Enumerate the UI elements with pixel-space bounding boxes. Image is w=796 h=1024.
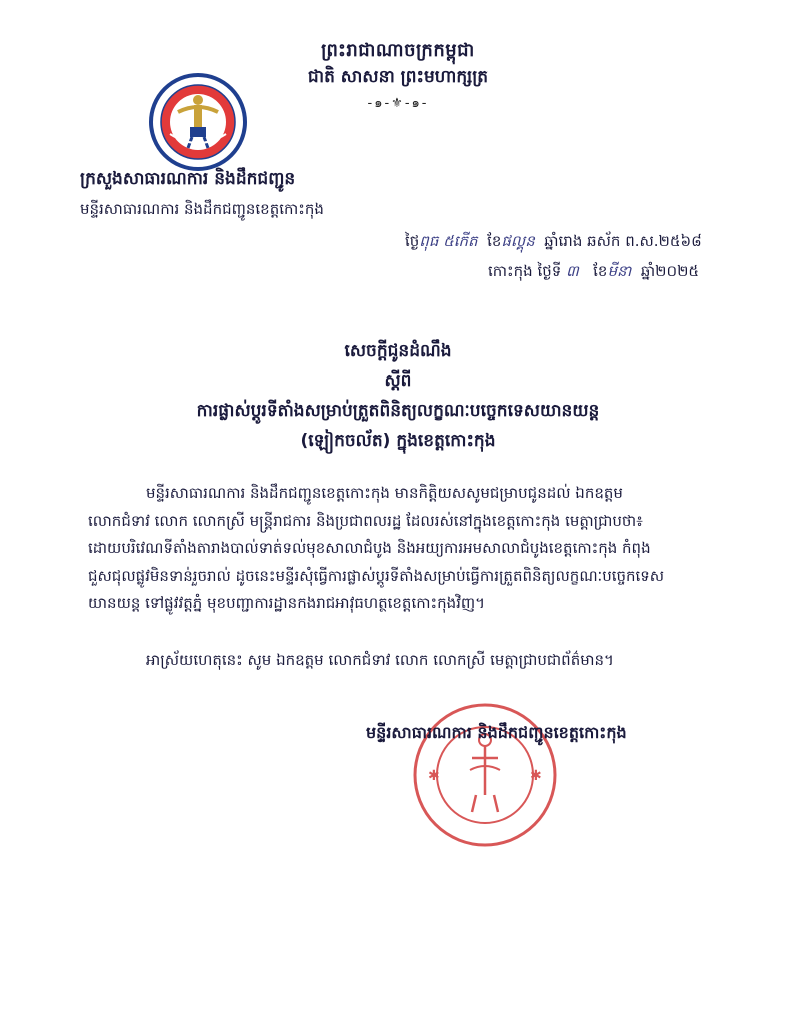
notice-subject-line2: (ឡៀកចល័ត) ក្នុងខេត្តកោះកុង xyxy=(300,431,496,451)
solar-day-handwritten: ៣ xyxy=(566,262,579,280)
solar-month-handwritten: មីនា xyxy=(607,262,632,280)
lunar-date: ថ្ងៃពុធ ៥កើត ខែផល្គុន ឆ្នាំរោង ឆស័ក ព.ស.២៥៦៨ xyxy=(405,232,702,250)
lunar-month-handwritten: ផល្គុន xyxy=(501,232,535,250)
body-line: យានយន្ត ទៅផ្លូវវត្តភ្នំ មុខបញ្ជាការដ្ឋានកងរាជអាវុធហត្ថខេត្តកោះកុងវិញ។ xyxy=(88,594,486,612)
svg-text:✱: ✱ xyxy=(428,768,440,784)
department-name: មន្ទីរសាធារណការ និងដឹកជញ្ជូនខេត្តកោះកុង xyxy=(80,200,324,218)
signatory-name: មន្ទីរសាធារណការ និងដឹកជញ្ជូនខេត្តកោះកុង xyxy=(366,723,627,742)
svg-text:✱: ✱ xyxy=(530,768,542,784)
notice-subject-line1: ការផ្លាស់ប្តូរទីតាំងសម្រាប់ត្រួតពិនិត្យលក្ខណៈបច្ចេកទេសយានយន្ត xyxy=(196,401,600,421)
body-paragraph-2: អាស្រ័យហេតុនេះ សូម ឯកឧត្តម លោកជំទាវ លោក លោកស្រី មេត្តាជ្រាបជាព័ត៌មាន។ xyxy=(146,651,614,669)
kingdom-title: ព្រះរាជាណាចក្រកម្ពុជា xyxy=(321,40,475,61)
national-motto: ជាតិ សាសនា ព្រះមហាក្សត្រ xyxy=(307,67,489,87)
body-line: ដោយបរិវេណទីតាំងតារាងបាល់ទាត់ទល់មុខសាលាជំបូង និងអយ្យការអមសាលាជំបូងខេត្តកោះកុង កំពុង xyxy=(88,539,651,557)
notice-title: សេចក្តីជូនដំណឹង xyxy=(344,341,452,361)
solar-date: កោះកុង ថ្ងៃទី ៣ ខែមីនា ឆ្នាំ២០២៥ xyxy=(488,262,700,280)
lunar-date-handwritten: ពុធ ៥កើត xyxy=(419,232,478,250)
body-paragraph-1 xyxy=(88,480,728,618)
body-line: លោកជំទាវ លោក លោកស្រី មន្ត្រីរាជការ និងប្រជាពលរដ្ឋ ដែលរស់នៅក្នុងខេត្តកោះកុង មេត្តាជ្រាបថា៖ xyxy=(88,511,643,530)
notice-subject-label: ស្តីពី xyxy=(384,371,412,391)
header-ornament: -๑-⚜-๑- xyxy=(367,96,429,111)
ministry-logo xyxy=(148,72,248,172)
body-line: មន្ទីរសាធារណការ និងដឹកជញ្ជូនខេត្តកោះកុង មានកិត្តិយសសូមជម្រាបជូនដល់ ឯកឧត្តម xyxy=(146,484,623,502)
ministry-name: ក្រសួងសាធារណការ និងដឹកជញ្ជូន xyxy=(80,169,296,189)
body-line: ជួសជុលផ្លូវមិនទាន់រួចរាល់ ដូចនេះមន្ទីរសុំធ្វើការផ្លាស់ប្តូរទីតាំងសម្រាប់ធ្វើការត្រួតពិនិត្យលក្ខណៈបច្ចេកទេស xyxy=(88,566,665,585)
